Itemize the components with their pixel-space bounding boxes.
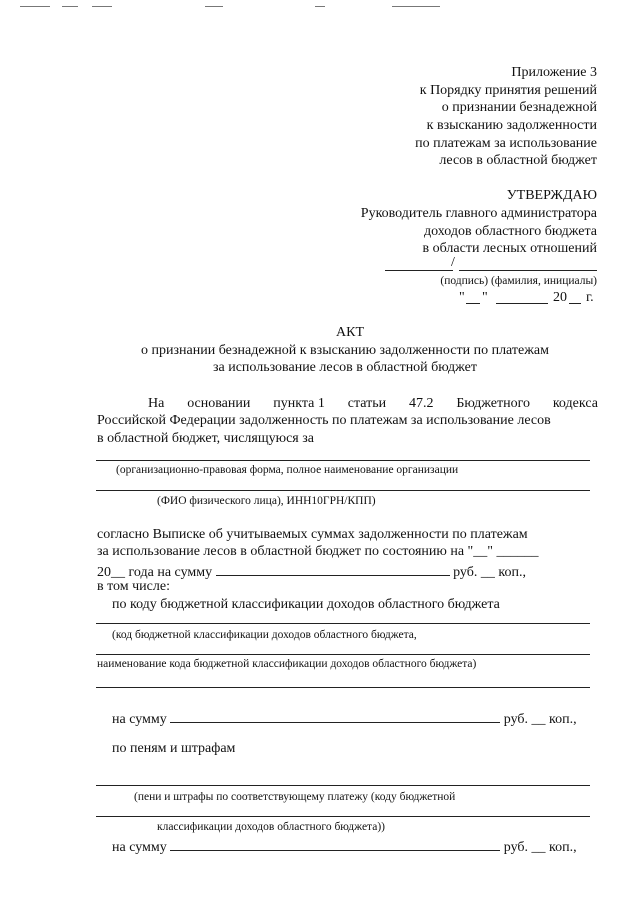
person-line — [96, 490, 590, 491]
approval-heading: УТВЕРЖДАЮ — [506, 188, 597, 203]
word: На — [148, 396, 165, 411]
date-quote-close: " — [482, 290, 488, 305]
amount-suffix: руб. __ коп., — [453, 565, 526, 580]
paragraph-1-line-3: в областной бюджет, числящуюся за — [97, 431, 314, 446]
word: кодекса — [552, 396, 598, 411]
sum-suffix: руб. __ коп., — [503, 712, 577, 727]
approval-line: Руководитель главного администратора — [360, 206, 597, 221]
sum-prefix: на сумму — [112, 840, 167, 855]
penalties-heading: по пеням и штрафам — [112, 741, 236, 756]
scan-artifact — [392, 6, 440, 7]
word: пункта 1 — [273, 396, 325, 411]
name-line — [459, 270, 597, 271]
approval-line: в области лесных отношений — [422, 241, 597, 256]
penalties-line — [96, 816, 590, 817]
penalties-caption: (пени и штрафы по соответствующему платежу (коду бюджетной — [134, 791, 456, 803]
sum-suffix: руб. __ коп., — [503, 840, 577, 855]
sum-prefix: на сумму — [112, 712, 167, 727]
paragraph-1-line-1 — [148, 397, 598, 411]
approval-line: доходов областного бюджета — [424, 224, 597, 239]
penalties-caption: классификации доходов областного бюджета)) — [157, 821, 385, 833]
signature-line — [385, 270, 453, 271]
signature-slash: / — [451, 255, 455, 270]
document-subtitle-line: за использование лесов в областной бюджет — [212, 360, 477, 375]
penalties-line — [96, 785, 590, 786]
bcc-caption: (код бюджетной классификации доходов областного бюджета, — [112, 629, 417, 641]
appendix-line: по платежам за использование — [415, 136, 597, 151]
appendix-line: о признании безнадежной — [441, 100, 597, 115]
date-day-line — [466, 303, 480, 304]
scan-artifact — [62, 6, 78, 7]
signature-caption: (подпись) (фамилия, инициалы) — [440, 275, 597, 287]
word: основании — [187, 396, 251, 411]
bcc-heading: по коду бюджетной классификации доходов областного бюджета — [112, 597, 500, 612]
scan-artifact — [205, 6, 223, 7]
document-title: АКТ — [336, 325, 364, 340]
date-month-line — [496, 303, 548, 304]
appendix-line: лесов в областной бюджет — [439, 153, 597, 168]
scan-artifact — [20, 6, 50, 7]
date-year: 20 — [553, 290, 567, 305]
word: Бюджетного — [456, 396, 530, 411]
organization-caption: (организационно-правовая форма, полное наименование организации — [116, 464, 459, 476]
appendix-line: к Порядку принятия решений — [419, 83, 597, 98]
appendix-line: к взысканию задолженности — [426, 118, 597, 133]
word: статьи — [347, 396, 387, 411]
sum-line-2 — [112, 838, 577, 855]
bcc-line — [96, 687, 590, 688]
paragraph-2-line-3 — [97, 563, 526, 580]
person-caption: (ФИО физического лица), ИНН10ГРН/КПП) — [157, 495, 376, 507]
amount-line — [216, 563, 450, 576]
bcc-line — [96, 623, 590, 624]
paragraph-1-line-2: Российской Федерации задолженность по платежам за использование лесов — [97, 413, 551, 428]
sum-line-1 — [112, 710, 577, 727]
amount-line — [170, 710, 500, 723]
date-year-line — [569, 303, 581, 304]
amount-line — [170, 838, 500, 851]
organization-line — [96, 460, 590, 461]
bcc-line — [96, 654, 590, 655]
document-subtitle-line: о признании безнадежной к взысканию задолженности по платежам — [141, 343, 549, 358]
date-quote-open: " — [459, 290, 465, 305]
year-sum-prefix: 20__ года на сумму — [97, 565, 213, 580]
paragraph-2-line-1: согласно Выписке об учитываемых суммах задолженности по платежам — [97, 527, 528, 542]
paragraph-2-line-2: за использование лесов в областной бюджет по состоянию на "__" ______ — [97, 544, 539, 559]
paragraph-2-line-4: в том числе: — [97, 579, 170, 594]
bcc-caption: наименование кода бюджетной классификации доходов областного бюджета) — [97, 658, 477, 670]
scan-artifact — [315, 6, 325, 7]
word: 47.2 — [408, 396, 434, 411]
scan-artifact — [92, 6, 112, 7]
appendix-line: Приложение 3 — [511, 65, 597, 80]
date-suffix: г. — [586, 290, 594, 305]
